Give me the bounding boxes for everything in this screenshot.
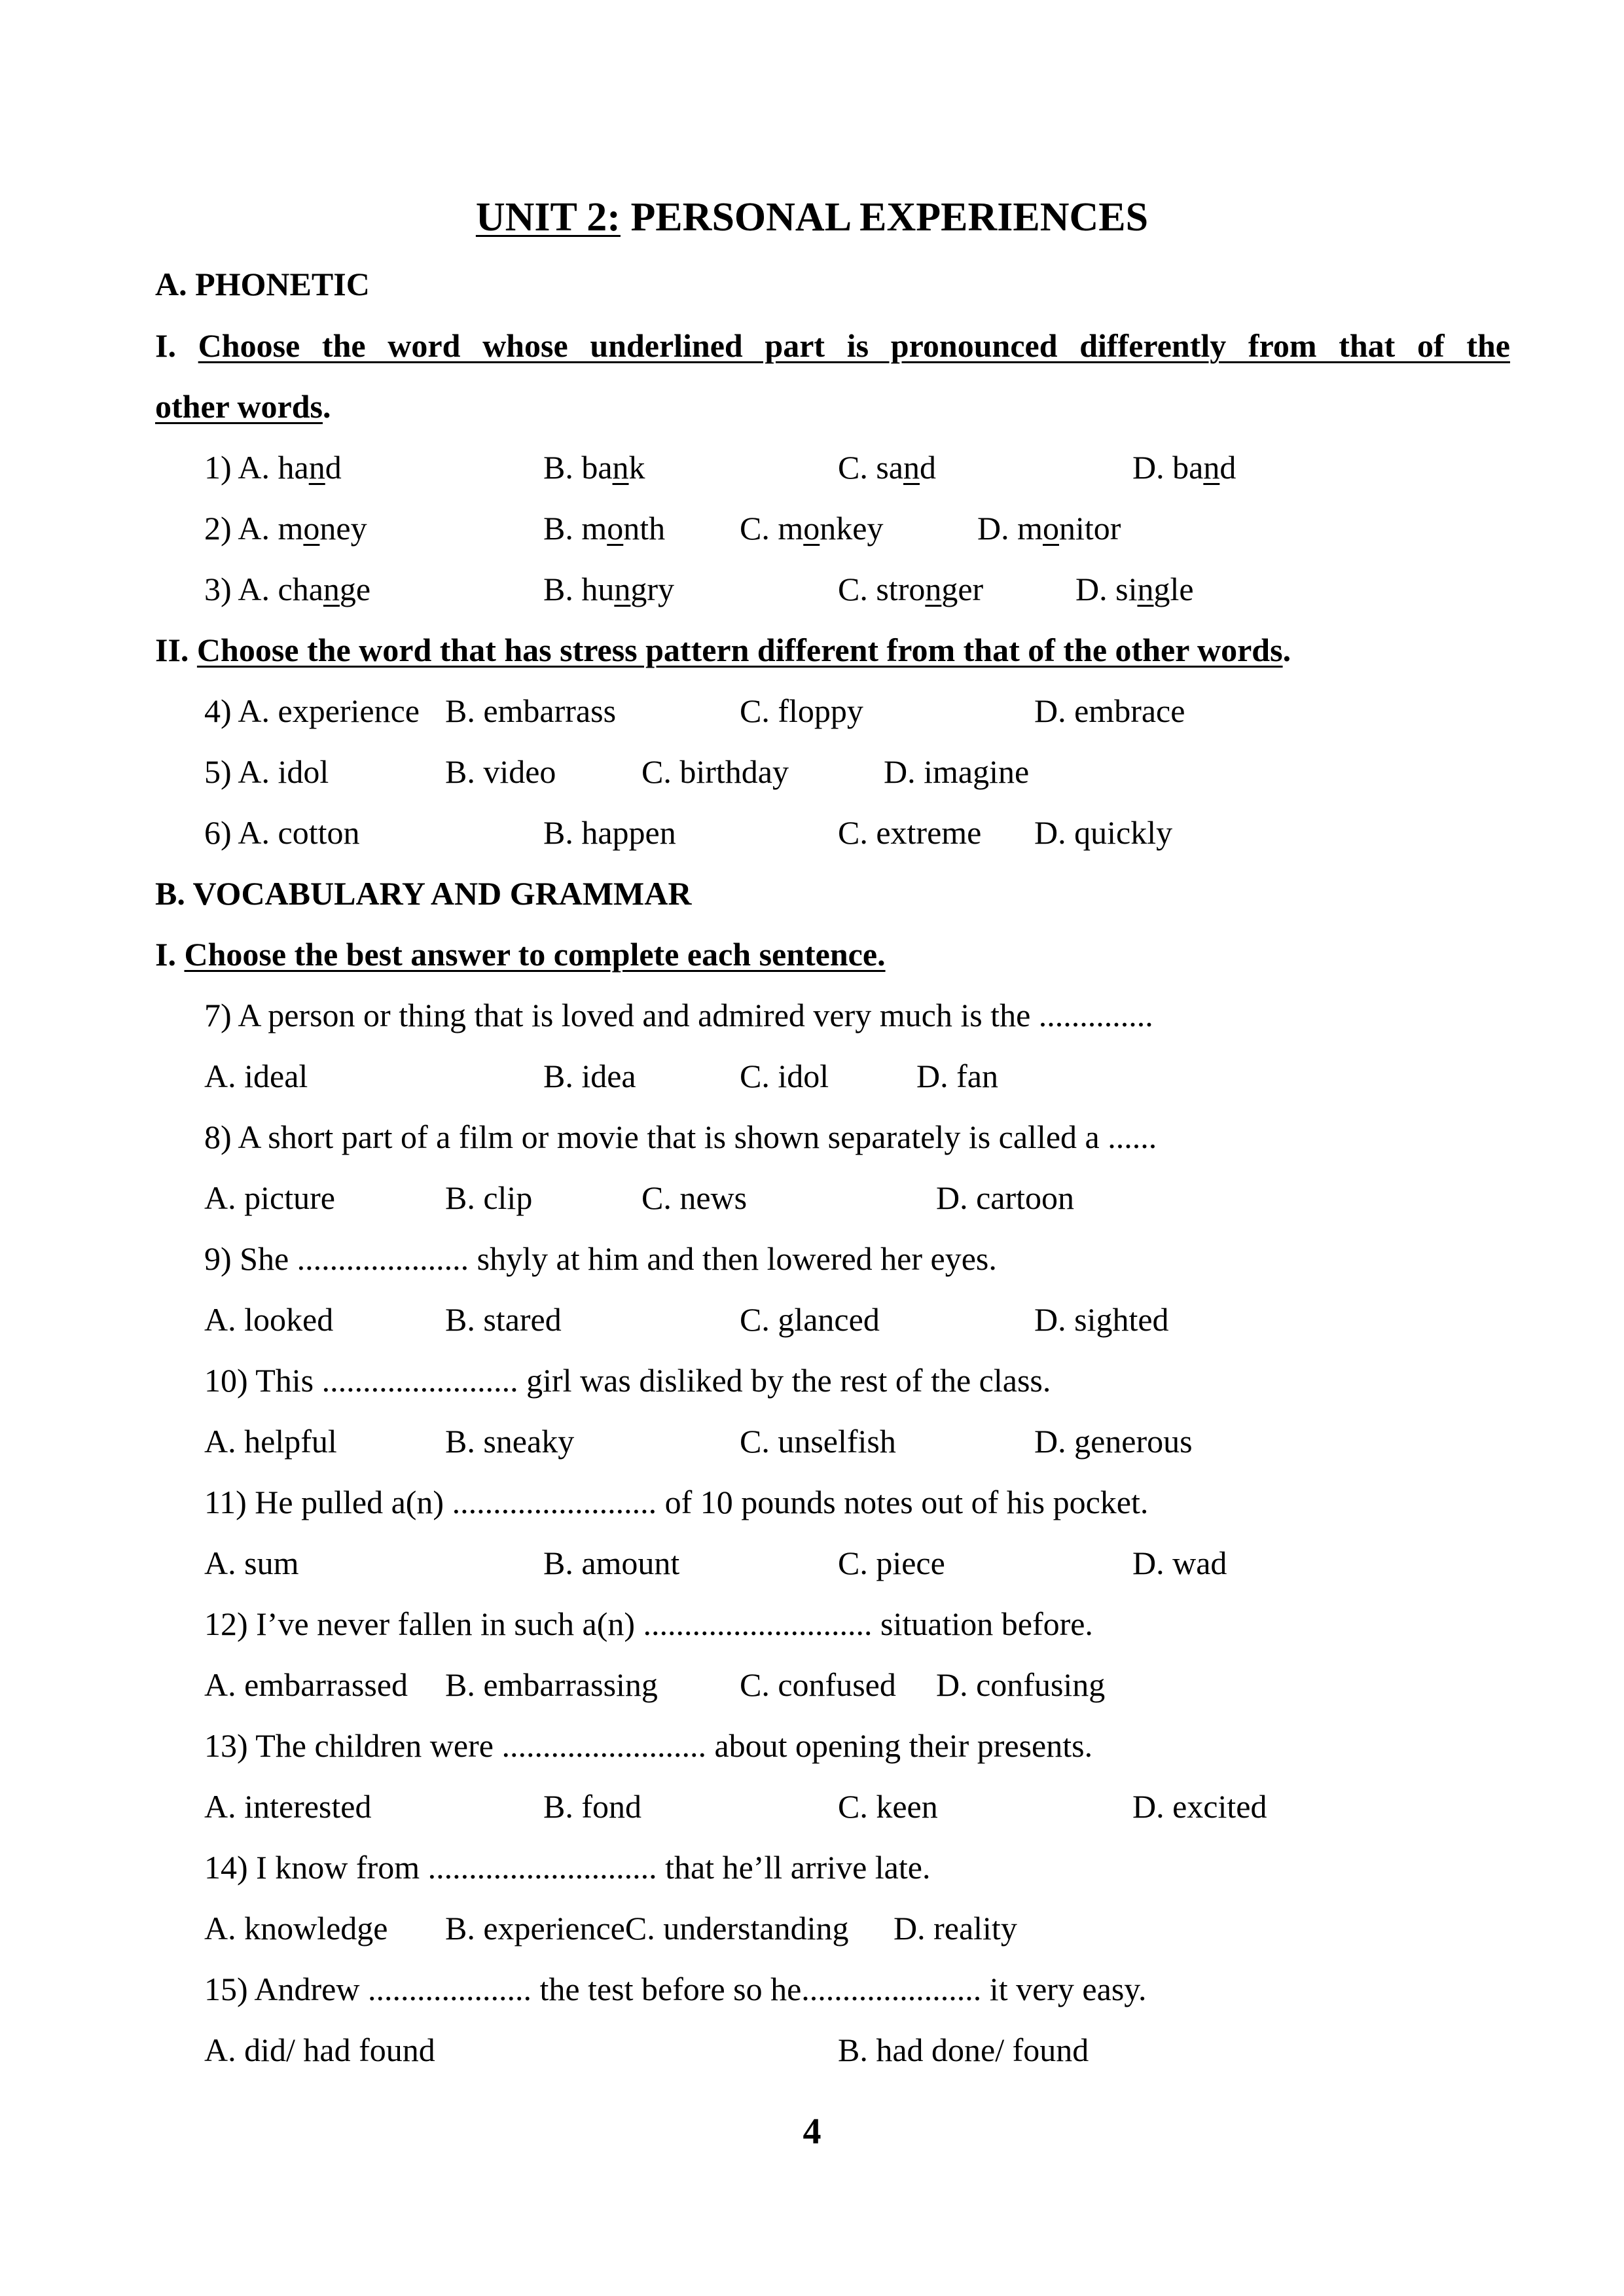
option-text: B. ba (543, 449, 613, 486)
underlined-letter: n (1203, 449, 1220, 486)
question-3-option-d (1075, 569, 1194, 609)
question-7-stem: 7) A person or thing that is loved and admired very much is the .............. (204, 997, 1153, 1033)
question-10-option-b: B. sneaky (445, 1423, 575, 1460)
section-heading-vocabulary: B. VOCABULARY AND GRAMMAR (155, 875, 692, 912)
question-13-stem: 13) The children were ......................... about opening their presents. (204, 1727, 1093, 1764)
question-9-option-d: D. sighted (1034, 1301, 1169, 1338)
option-text: ge (339, 571, 371, 607)
question-12-option-b: B. embarrassing (445, 1666, 658, 1703)
instruction-text: Choose the word whose underlined part is pronounced differently from that of the (198, 327, 1511, 364)
underlined-letter: n (323, 571, 340, 607)
question-number: 3) (204, 571, 232, 607)
instruction-period: . (1282, 632, 1291, 668)
question-8-option-b: B. clip (445, 1179, 533, 1216)
question-10-option-c: C. unselfish (740, 1423, 896, 1460)
question-8-option-a: A. picture (204, 1179, 335, 1216)
option-text: d (920, 449, 936, 486)
option-text: C. sa (838, 449, 903, 486)
question-13-option-c: C. keen (838, 1788, 938, 1825)
option-text: C. m (740, 510, 804, 547)
title-unit-label: UNIT 2: (475, 195, 621, 240)
question-11-option-a: A. sum (204, 1545, 299, 1581)
question-6-option-d: D. quickly (1034, 814, 1173, 851)
option-text: nitor (1059, 510, 1121, 547)
instruction-part-1-line-1 (155, 326, 1510, 365)
question-13-option-a: A. interested (204, 1788, 372, 1825)
option-text: ger (941, 571, 984, 607)
page-title (0, 194, 1624, 240)
question-2-option-d (977, 509, 1121, 548)
question-9-option-a: A. looked (204, 1301, 334, 1338)
question-11-option-c: C. piece (838, 1545, 945, 1581)
question-12-stem: 12) I’ve never fallen in such a(n) ............................ situation before. (204, 1605, 1093, 1642)
question-12-option-d: D. confusing (936, 1666, 1106, 1703)
question-1-option-a (204, 448, 342, 487)
underlined-letter: n (903, 449, 920, 486)
instruction-text: Choose the best answer to complete each sentence. (184, 936, 886, 973)
question-4-option-b: B. embarrass (445, 692, 617, 729)
question-3-option-a (204, 569, 370, 609)
underlined-letter: o (303, 510, 320, 547)
option-text: nkey (820, 510, 884, 547)
question-13-option-b: B. fond (543, 1788, 641, 1825)
question-4-option-a: 4) A. experience (204, 692, 420, 729)
option-text: B. m (543, 510, 607, 547)
title-text: PERSONAL EXPERIENCES (620, 195, 1149, 240)
question-14-option-a: A. knowledge (204, 1910, 388, 1946)
question-11-option-b: B. amount (543, 1545, 680, 1581)
question-10-option-d: D. generous (1034, 1423, 1193, 1460)
part-number: I. (155, 327, 176, 364)
question-11-stem: 11) He pulled a(n) ......................... of 10 pounds notes out of his pocket. (204, 1484, 1149, 1520)
option-text: nth (623, 510, 666, 547)
question-5-option-d: D. imagine (884, 753, 1030, 790)
question-5-option-a: 5) A. idol (204, 753, 329, 790)
option-text: d (1219, 449, 1236, 486)
question-4-option-d: D. embrace (1034, 692, 1185, 729)
question-14-option-d: D. reality (893, 1910, 1017, 1946)
question-6-option-c: C. extreme (838, 814, 982, 851)
question-9-stem: 9) She ..................... shyly at him and then lowered her eyes. (204, 1240, 997, 1277)
question-8-option-c: C. news (641, 1179, 748, 1216)
question-15-stem: 15) Andrew .................... the test before so he...................... it very easy. (204, 1971, 1147, 2007)
question-6-option-b: B. happen (543, 814, 676, 851)
underlined-letter: o (803, 510, 820, 547)
option-text: ney (319, 510, 367, 547)
option-text: D. si (1075, 571, 1138, 607)
instruction-part-b1 (155, 935, 886, 974)
question-4-option-c: C. floppy (740, 692, 863, 729)
question-7-option-a: A. ideal (204, 1058, 308, 1094)
option-text: gle (1153, 571, 1194, 607)
question-2-option-b (543, 509, 665, 548)
question-9-option-c: C. glanced (740, 1301, 880, 1338)
question-10-option-a: A. helpful (204, 1423, 337, 1460)
question-number: 1) (204, 449, 232, 486)
instruction-text: Choose the word that has stress pattern different from that of the other words (196, 632, 1283, 668)
question-13-option-d: D. excited (1132, 1788, 1267, 1825)
question-11-option-d: D. wad (1132, 1545, 1227, 1581)
instruction-period: . (323, 388, 331, 425)
question-8-option-d: D. cartoon (936, 1179, 1075, 1216)
option-text: k (628, 449, 645, 486)
question-7-option-b: B. idea (543, 1058, 636, 1094)
question-7-option-d: D. fan (916, 1058, 998, 1094)
question-3-option-c (838, 569, 983, 609)
question-1-option-c (838, 448, 936, 487)
question-14-option-bc: B. experienceC. understanding (445, 1910, 849, 1946)
underlined-letter: n (614, 571, 631, 607)
question-5-option-c: C. birthday (641, 753, 789, 790)
question-1-option-b (543, 448, 645, 487)
instruction-part-1-line-2 (155, 387, 331, 426)
page-number: 4 (803, 2111, 821, 2152)
instruction-part-2 (155, 630, 1291, 670)
question-6-option-a: 6) A. cotton (204, 814, 360, 851)
question-15-option-b: B. had done/ found (838, 2032, 1089, 2068)
question-12-option-c: C. confused (740, 1666, 896, 1703)
option-text: A. m (238, 510, 304, 547)
question-number: 2) (204, 510, 232, 547)
question-3-option-b (543, 569, 674, 609)
question-2-option-a (204, 509, 367, 548)
question-7-option-c: C. idol (740, 1058, 829, 1094)
question-2-option-c (740, 509, 883, 548)
underlined-letter: o (1043, 510, 1059, 547)
option-text: D. ba (1132, 449, 1204, 486)
part-number: I. (155, 936, 176, 973)
section-heading-phonetic: A. PHONETIC (155, 266, 370, 302)
underlined-letter: n (612, 449, 629, 486)
option-text: D. m (977, 510, 1043, 547)
question-15-option-a: A. did/ had found (204, 2032, 435, 2068)
question-12-option-a: A. embarrassed (204, 1666, 408, 1703)
question-9-option-b: B. stared (445, 1301, 562, 1338)
option-text: A. ha (238, 449, 309, 486)
option-text: A. cha (238, 571, 323, 607)
question-10-stem: 10) This ........................ girl was disliked by the rest of the class. (204, 1362, 1051, 1399)
question-8-stem: 8) A short part of a film or movie that is shown separately is called a ...... (204, 1119, 1157, 1155)
underlined-letter: n (925, 571, 942, 607)
option-text: C. stro (838, 571, 926, 607)
underlined-letter: n (308, 449, 325, 486)
part-number: II. (155, 632, 189, 668)
question-5-option-b: B. video (445, 753, 556, 790)
option-text: gry (630, 571, 675, 607)
option-text: B. hu (543, 571, 615, 607)
underlined-letter: n (1137, 571, 1154, 607)
question-14-stem: 14) I know from ............................ that he’ll arrive late. (204, 1849, 931, 1886)
option-text: d (325, 449, 342, 486)
instruction-text-cont: other words (155, 388, 323, 425)
question-1-option-d (1132, 448, 1236, 487)
underlined-letter: o (607, 510, 624, 547)
